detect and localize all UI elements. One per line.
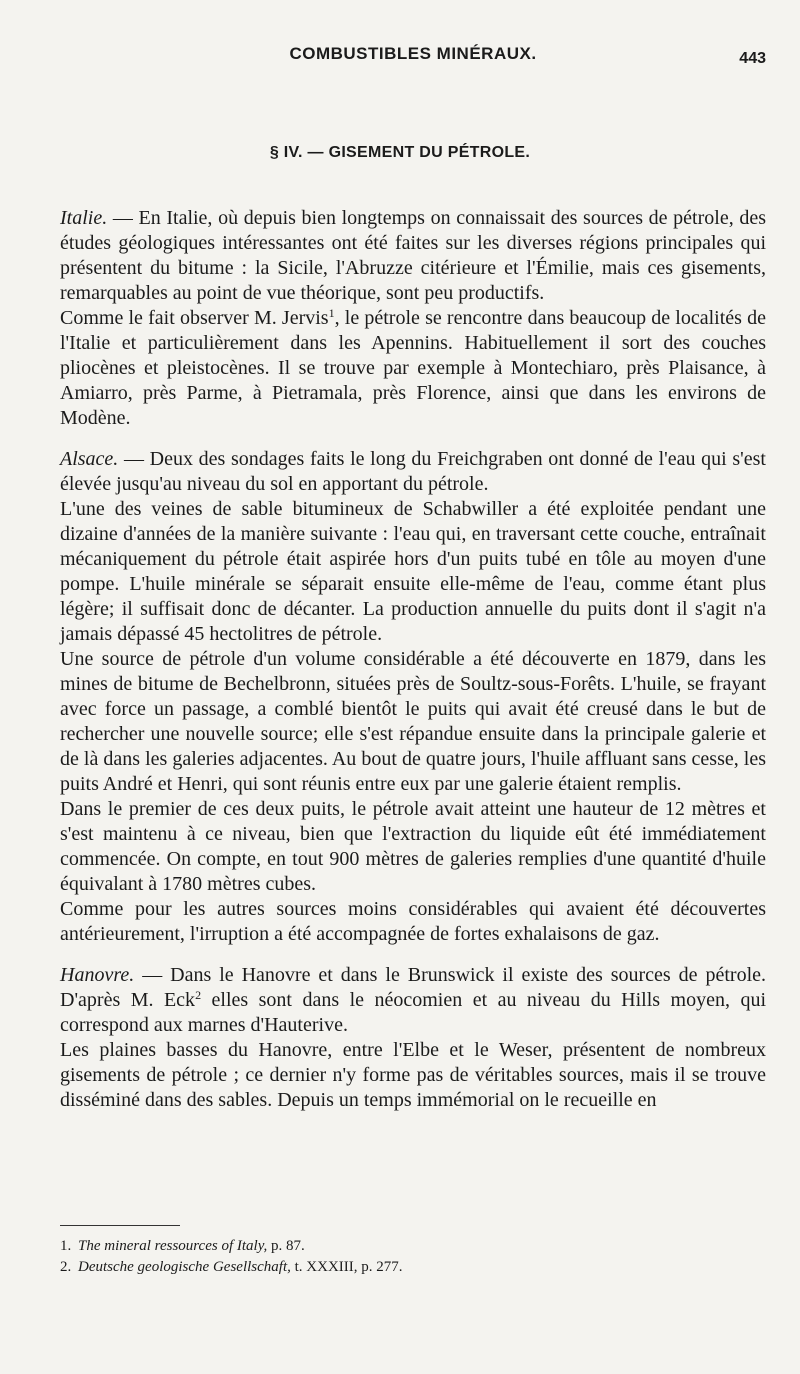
page-number: 443 <box>739 50 766 67</box>
paragraph-text: elles sont dans le néocomien et au niveau du Hills moyen, qui correspond aux marnes d'Hauterive. <box>60 989 766 1036</box>
region-label-hanovre: Hanovre. <box>60 964 135 986</box>
paragraph: L'une des veines de sable bitumineux de Schabwiller a été exploitée pendant une dizaine d'années de la manière suivante : l'eau qui, en traversant cette couche, entraînait mécaniquement du pétrole était aspirée hors d'un puits tubé en tôle au moyen d'une pompe. L'huile minérale se séparait ensuite elle-même de l'eau, comme étant plus légère; il suffisait donc de décanter. La production annuelle du puits dont il s'agit n'a jamais dépassé 45 hectolitres de pétrole. <box>60 498 766 645</box>
paragraph: Dans le premier de ces deux puits, le pétrole avait atteint une hauteur de 12 mètres et s'est maintenu à ce niveau, bien que l'extraction du liquide eût été immédiatement commencée. On compte, en tout 900 mètres de galeries remplies d'une quantité d'huile équivalant à 1780 mètres cubes. <box>60 798 766 895</box>
body-text <box>60 206 766 1113</box>
paragraph-text: — En Italie, où depuis bien longtemps on connaissait des sources de pétrole, des études géologiques intéressantes ont été faites sur les diverses régions principales qui présentent du bitume : la Sicile, l'Abruzze citérieure et l'Émilie, mais ces gisements, remarquables au point de vue théorique, sont peu productifs. <box>60 207 766 304</box>
paragraph-text: — Dans le Hanovre et dans le Brunswick il existe des sources de pétrole. D'après M. Eck <box>60 964 766 1011</box>
footnote-1 <box>60 1236 766 1257</box>
footnote-ref-1: 1 <box>328 306 335 320</box>
region-label-alsace: Alsace. <box>60 448 119 470</box>
footnote-title: Deutsche geologische Gesellschaft, <box>78 1259 291 1275</box>
footnote-number: 1. <box>60 1238 72 1254</box>
paragraph-gap <box>60 947 766 963</box>
paragraph: Les plaines basses du Hanovre, entre l'Elbe et le Weser, présentent de nombreux gisements de pétrole ; ce dernier n'y forme pas de véritables sources, mais il se trouve disséminé dans des sables. Depuis un temps immémorial on le recueille en <box>60 1039 766 1111</box>
paragraph <box>60 306 766 431</box>
footnote-text: p. 87. <box>267 1238 305 1254</box>
footnotes <box>60 1236 766 1278</box>
footnote-text: t. XXXIII, p. 277. <box>290 1259 403 1275</box>
paragraph-gap <box>60 431 766 447</box>
paragraph-alsace <box>60 447 766 497</box>
section-heading: § IV. — GISEMENT DU PÉTROLE. <box>269 144 531 161</box>
footnote-2 <box>60 1257 766 1278</box>
running-title: COMBUSTIBLES MINÉRAUX. <box>289 44 537 63</box>
paragraph-hanovre <box>60 963 766 1038</box>
footnote-rule <box>60 1225 180 1226</box>
footnote-title: The mineral ressources of Italy, <box>78 1238 268 1254</box>
paragraph-text: — Deux des sondages faits le long du Freichgraben ont donné de l'eau qui s'est élevée jusqu'au niveau du sol en apportant du pétrole. <box>60 448 766 495</box>
paragraph-text: Comme le fait observer M. Jervis <box>60 307 329 329</box>
paragraph: Comme pour les autres sources moins considérables qui avaient été découvertes antérieurement, l'irruption a été accompagnée de fortes exhalaisons de gaz. <box>60 898 766 945</box>
footnote-ref-2: 2 <box>195 988 202 1002</box>
running-head <box>60 44 766 70</box>
footnote-number: 2. <box>60 1259 72 1275</box>
region-label-italie: Italie. <box>60 207 108 229</box>
paragraph-text: , le pétrole se rencontre dans beaucoup de localités de l'Italie et particulièrement dans les Apennins. Habituellement il sort des couches pliocènes et pleistocènes. Il se trouve par exemple à Montechiaro, près Plaisance, à Amiarro, près Parme, à Pietramala, près Florence, ainsi que dans les environs de Modène. <box>60 307 766 429</box>
paragraph-italie <box>60 206 766 306</box>
paragraph: Une source de pétrole d'un volume considérable a été découverte en 1879, dans les mines de bitume de Bechelbronn, situées près de Soultz-sous-Forêts. L'huile, se frayant avec force un passage, a comblé bientôt le puits qui avait été creusé dans le but de rechercher une nouvelle source; elle s'est répandue ensuite dans la principale galerie et de là dans les galeries adjacentes. Au bout de quatre jours, l'huile affluant sans cesse, les puits André et Henri, qui sont réunis entre eux par une galerie étaient remplis. <box>60 648 766 795</box>
